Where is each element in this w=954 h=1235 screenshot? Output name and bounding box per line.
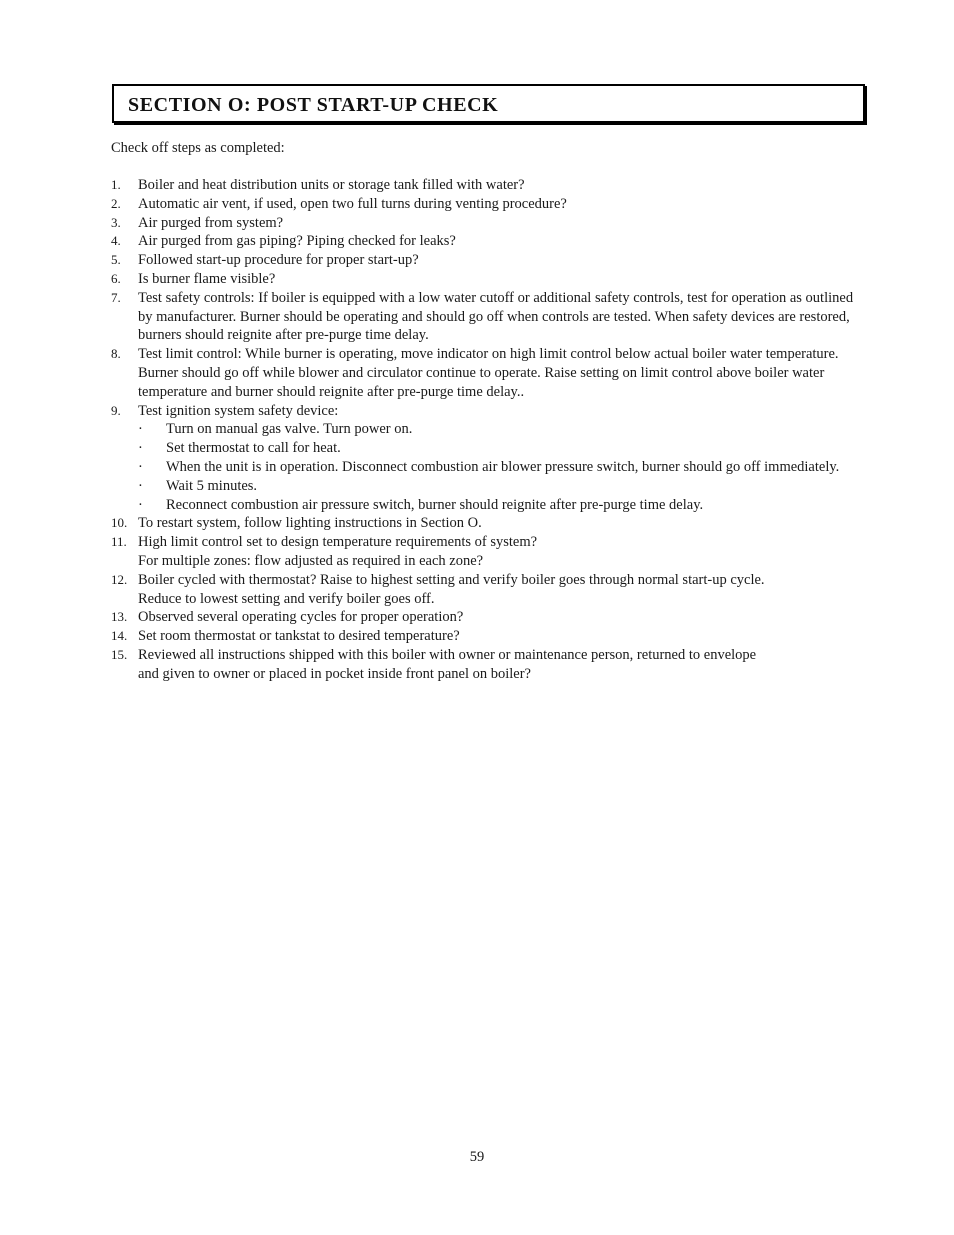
- item-number: 12.: [111, 571, 128, 587]
- checklist-item: [111, 270, 871, 289]
- item-number: 6.: [111, 270, 121, 286]
- item-number: 1.: [111, 177, 121, 192]
- item-number: 11.: [111, 534, 127, 550]
- item-number: 5.: [111, 252, 121, 268]
- section-title: SECTION O: POST START-UP CHECK: [128, 94, 499, 116]
- checklist-item: [111, 533, 871, 571]
- checklist-item: [111, 195, 871, 214]
- item-number: 8.: [111, 346, 121, 362]
- intro-text: Check off steps as completed:: [111, 140, 285, 156]
- item-number: 2.: [111, 195, 121, 211]
- item-text: Test safety controls: If boiler is equipped with a low water cutoff or additional safety controls, test for operation as outlined by manufacturer. Burner should be operating and should go off when controls are tested. When safety devices are restored, burners should reignite after pre-purge time delay.: [138, 289, 854, 344]
- item-number: 4.: [111, 233, 121, 249]
- item-number: 15.: [111, 646, 128, 662]
- item-number: 7.: [111, 289, 121, 305]
- sub-step-list: [138, 420, 871, 514]
- item-text: To restart system, follow lighting instructions in Section O.: [138, 515, 482, 532]
- item-text: Is burner flame visible?: [138, 270, 276, 287]
- item-text: Set room thermostat or tankstat to desired temperature?: [138, 628, 460, 645]
- checklist-item: [111, 402, 871, 515]
- bullet-icon: ·: [138, 477, 143, 494]
- sub-step: [138, 496, 871, 515]
- sub-step: [138, 477, 871, 496]
- item-text: Air purged from system?: [138, 214, 284, 231]
- item-number: 3.: [111, 214, 121, 230]
- item-number: 9.: [111, 402, 121, 418]
- bullet-icon: ·: [138, 421, 143, 438]
- item-text: Air purged from gas piping? Piping checked for leaks?: [138, 233, 456, 250]
- item-text: Automatic air vent, if used, open two full turns during venting procedure?: [138, 195, 567, 212]
- item-text: Reviewed all instructions shipped with this boiler with owner or maintenance person, returned to envelope: [138, 646, 757, 663]
- checklist-item: [111, 646, 871, 684]
- item-text: Test ignition system safety device:: [138, 402, 339, 419]
- checklist-item: [111, 232, 871, 251]
- item-text-continued: For multiple zones: flow adjusted as required in each zone?: [138, 552, 484, 569]
- item-text-continued: and given to owner or placed in pocket inside front panel on boiler?: [138, 665, 531, 682]
- sub-step: [138, 458, 871, 477]
- item-text: Observed several operating cycles for proper operation?: [138, 609, 464, 626]
- item-text: Followed start-up procedure for proper start-up?: [138, 252, 419, 269]
- checklist-item: [111, 514, 871, 533]
- checklist-item: [111, 571, 871, 609]
- page-number: 59: [469, 1149, 485, 1165]
- bullet-icon: ·: [138, 496, 143, 513]
- sub-step: [138, 420, 871, 439]
- bullet-icon: ·: [138, 440, 143, 457]
- checklist-item: [111, 251, 871, 270]
- sub-step-text: When the unit is in operation. Disconnect combustion air blower pressure switch, burner should go off immediately.: [166, 458, 840, 475]
- checklist-item: [111, 627, 871, 646]
- item-text: Test limit control: While burner is operating, move indicator on high limit control below actual boiler water temperature. Burner should go off while blower and circulator continue to operate. Raise setting on limit control above boiler water temperature and burner should reignite after pre-purge time delay..: [138, 346, 839, 400]
- checklist-item: [111, 289, 871, 345]
- item-text: High limit control set to design temperature requirements of system?: [138, 534, 538, 551]
- item-text: Boiler cycled with thermostat? Raise to highest setting and verify boiler goes through normal start-up cycle.: [138, 571, 765, 588]
- checklist-item: [111, 608, 871, 627]
- item-number: 14.: [111, 628, 128, 644]
- checklist: [111, 176, 871, 684]
- checklist-item: [111, 176, 871, 195]
- sub-step-text: Turn on manual gas valve. Turn power on.: [166, 421, 413, 438]
- sub-step-text: Reconnect combustion air pressure switch, burner should reignite after pre-purge time delay.: [166, 496, 704, 513]
- checklist-item: [111, 214, 871, 233]
- item-text: Boiler and heat distribution units or storage tank filled with water?: [138, 177, 525, 193]
- sub-step: [138, 439, 871, 458]
- checklist-item: [111, 345, 871, 401]
- section-header: [112, 84, 865, 123]
- bullet-icon: ·: [138, 458, 143, 475]
- item-text-continued: Reduce to lowest setting and verify boiler goes off.: [138, 590, 435, 607]
- item-number: 10.: [111, 515, 128, 531]
- sub-step-text: Wait 5 minutes.: [166, 477, 258, 494]
- sub-step-text: Set thermostat to call for heat.: [166, 440, 341, 457]
- item-number: 13.: [111, 609, 128, 625]
